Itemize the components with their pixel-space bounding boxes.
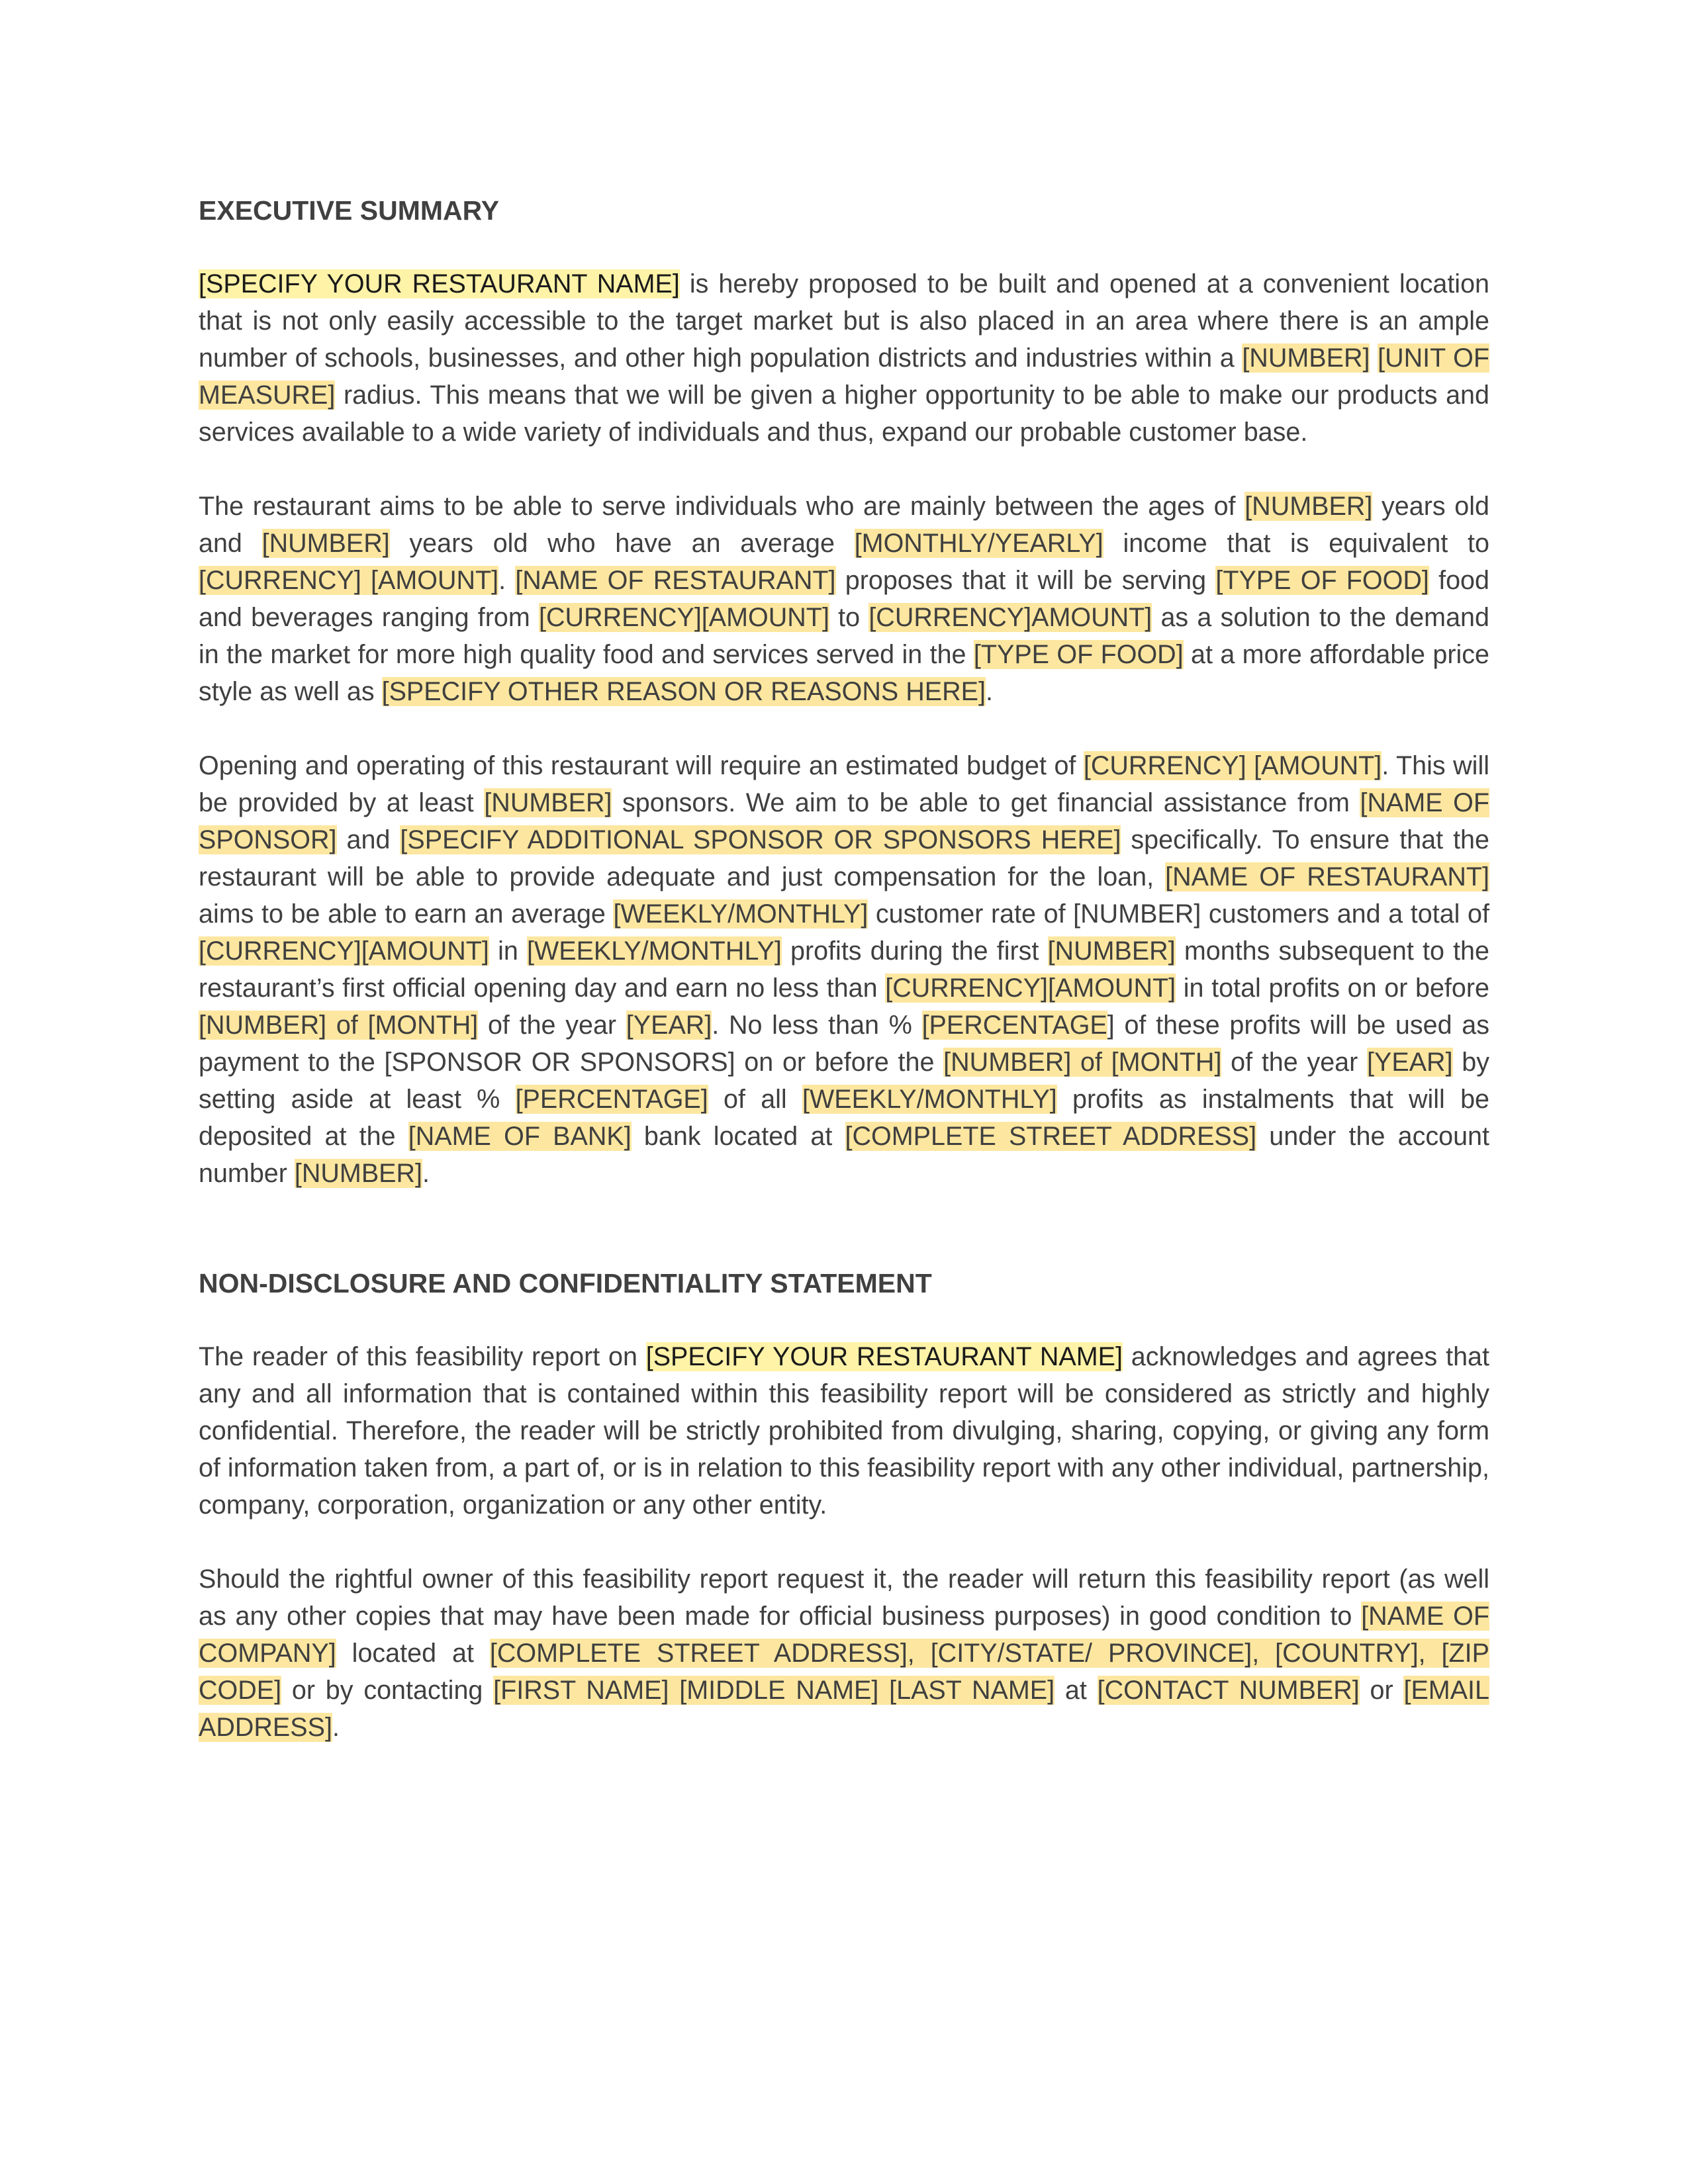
placeholder-field: [COMPLETE STREET ADDRESS], [CITY/STATE/ PROVINCE], [COUNTRY], [ZIP CODE] (199, 1639, 1489, 1705)
placeholder-field: [CURRENCY] [AMOUNT] (1083, 751, 1382, 780)
confidentiality-paragraph-1: The reader of this feasibility report on [SPECIFY YOUR RESTAURANT NAME] acknowledges and agrees that any and all information that is contained within this feasibility report will be considered as strictly and highly confidential. Therefore, the reader will be strictly prohibited from divulging, sharing, copying, or giving any form of information taken from, a part of, or is in relation to this feasibility report with any other individual, partnership, company, corporation, organization or any other entity. (199, 1342, 1489, 1520)
placeholder-field: [YEAR] (626, 1011, 712, 1040)
placeholder-field: [UNIT OF MEASURE] (199, 343, 1489, 410)
placeholder-field: [NAME OF SPONSOR] (199, 788, 1489, 854)
placeholder-field: [CURRENCY]AMOUNT] (868, 603, 1152, 632)
placeholder-field: [PERCENTAGE] (515, 1085, 708, 1114)
document-page (199, 192, 1489, 1783)
placeholder-field: [SPECIFY ADDITIONAL SPONSOR OR SPONSORS HERE] (400, 825, 1121, 854)
placeholder-field: [NUMBER] (294, 1159, 423, 1188)
placeholder-field: [CONTACT NUMBER] (1097, 1676, 1360, 1705)
placeholder-field: [NUMBER] of [MONTH] (943, 1048, 1222, 1077)
placeholder-field: [TYPE OF FOOD] (973, 640, 1184, 669)
placeholder-field: [COMPLETE STREET ADDRESS] (845, 1122, 1257, 1151)
placeholder-field: [PERCENTAGE (921, 1011, 1107, 1040)
placeholder-field: [NAME OF COMPANY] (199, 1602, 1489, 1668)
placeholder-field: [NUMBER] (1242, 343, 1370, 373)
placeholder-field: [TYPE OF FOOD] (1215, 566, 1429, 595)
executive-summary-heading: EXECUTIVE SUMMARY (199, 195, 500, 226)
placeholder-field: [NUMBER] of [MONTH] (199, 1011, 479, 1040)
placeholder-field: [WEEKLY/MONTHLY] (526, 936, 782, 966)
placeholder-field: [NAME OF RESTAURANT] (1165, 862, 1489, 891)
confidentiality-paragraph-2: Should the rightful owner of this feasibility report request it, the reader will return this feasibility report (as well as any other copies that may have been made for official business purposes) in good condition to [NAME OF COMPANY] located at [COMPLETE STREET ADDRESS], [CITY/STATE/ PROVINCE], [COUNTRY], [ZIP CODE] or by contacting [FIRST NAME] [MIDDLE NAME] [LAST NAME] at [CONTACT NUMBER] or [EMAIL ADDRESS]. (199, 1565, 1489, 1742)
placeholder-field: [EMAIL ADDRESS] (199, 1676, 1489, 1742)
placeholder-field: [CURRENCY][AMOUNT] (539, 603, 829, 632)
executive-summary-paragraph-3: Opening and operating of this restaurant will require an estimated budget of [CURRENCY] [AMOUNT]. This will be provided by at least [NUMBER] sponsors. We aim to be able to get financial assistance from [NAME OF SPONSOR] and [SPECIFY ADDITIONAL SPONSOR OR SPONSORS HERE] specifically. To ensure that the restaurant will be able to provide adequate and just compensation for the loan, [NAME OF RESTAURANT] aims to be able to earn an average [WEEKLY/MONTHLY] customer rate of [NUMBER] customers and a total of [CURRENCY][AMOUNT] in [WEEKLY/MONTHLY] profits during the first [NUMBER] months subsequent to the restaurant’s first official opening day and earn no less than [CURRENCY][AMOUNT] in total profits on or before [NUMBER] of [MONTH] of the year [YEAR]. No less than % [PERCENTAGE] of these profits will be used as payment to the [SPONSOR OR SPONSORS] on or before the [NUMBER] of [MONTH] of the year [YEAR] by setting aside at least % [PERCENTAGE] of all [WEEKLY/MONTHLY] profits as instalments that will be deposited at the [NAME OF BANK] bank located at [COMPLETE STREET ADDRESS] under the account number [NUMBER]. (199, 751, 1490, 1188)
confidentiality-heading: NON-DISCLOSURE AND CONFIDENTIALITY STATEMENT (199, 1268, 932, 1298)
placeholder-field: [NUMBER] (261, 529, 390, 558)
placeholder-field: [WEEKLY/MONTHLY] (802, 1085, 1057, 1114)
placeholder-field: [SPECIFY YOUR RESTAURANT NAME] (199, 269, 680, 298)
placeholder-field: [YEAR] (1367, 1048, 1453, 1077)
placeholder-field: [NUMBER] (484, 788, 612, 817)
placeholder-field: [FIRST NAME] [MIDDLE NAME] [LAST NAME] (493, 1676, 1055, 1705)
placeholder-field: [SPECIFY YOUR RESTAURANT NAME] (645, 1342, 1123, 1371)
placeholder-field: [CURRENCY] [AMOUNT] (199, 566, 499, 595)
placeholder-field: [WEEKLY/MONTHLY] (613, 899, 868, 929)
executive-summary-paragraph-1: [SPECIFY YOUR RESTAURANT NAME] is hereby proposed to be built and opened at a convenient location that is not only easily accessible to the target market but is also placed in an area where there is an ample number of schools, businesses, and other high population districts and industries within a [NUMBER] [UNIT OF MEASURE] radius. This means that we will be given a higher opportunity to be able to make our products and services available to a wide variety of individuals and thus, expand our probable customer base. (199, 269, 1489, 447)
placeholder-field: [NAME OF RESTAURANT] (515, 566, 836, 595)
placeholder-field: [CURRENCY][AMOUNT] (885, 974, 1176, 1003)
executive-summary-paragraph-2: The restaurant aims to be able to serve individuals who are mainly between the ages of [NUMBER] years old and [NUMBER] years old who have an average [MONTHLY/YEARLY] income that is equivalent to [CURRENCY] [AMOUNT]. [NAME OF RESTAURANT] proposes that it will be serving [TYPE OF FOOD] food and beverages ranging from [CURRENCY][AMOUNT] to [CURRENCY]AMOUNT] as a solution to the demand in the market for more high quality food and services served in the [TYPE OF FOOD] at a more affordable price style as well as [SPECIFY OTHER REASON OR REASONS HERE]. (199, 492, 1489, 706)
placeholder-field: [CURRENCY][AMOUNT] (199, 936, 489, 966)
placeholder-field: [NUMBER] (1244, 492, 1373, 521)
placeholder-field: [NAME OF BANK] (408, 1122, 632, 1151)
placeholder-field: [NUMBER] (1047, 936, 1176, 966)
placeholder-field: [MONTHLY/YEARLY] (854, 529, 1103, 558)
placeholder-field: [SPECIFY OTHER REASON OR REASONS HERE] (381, 677, 986, 706)
